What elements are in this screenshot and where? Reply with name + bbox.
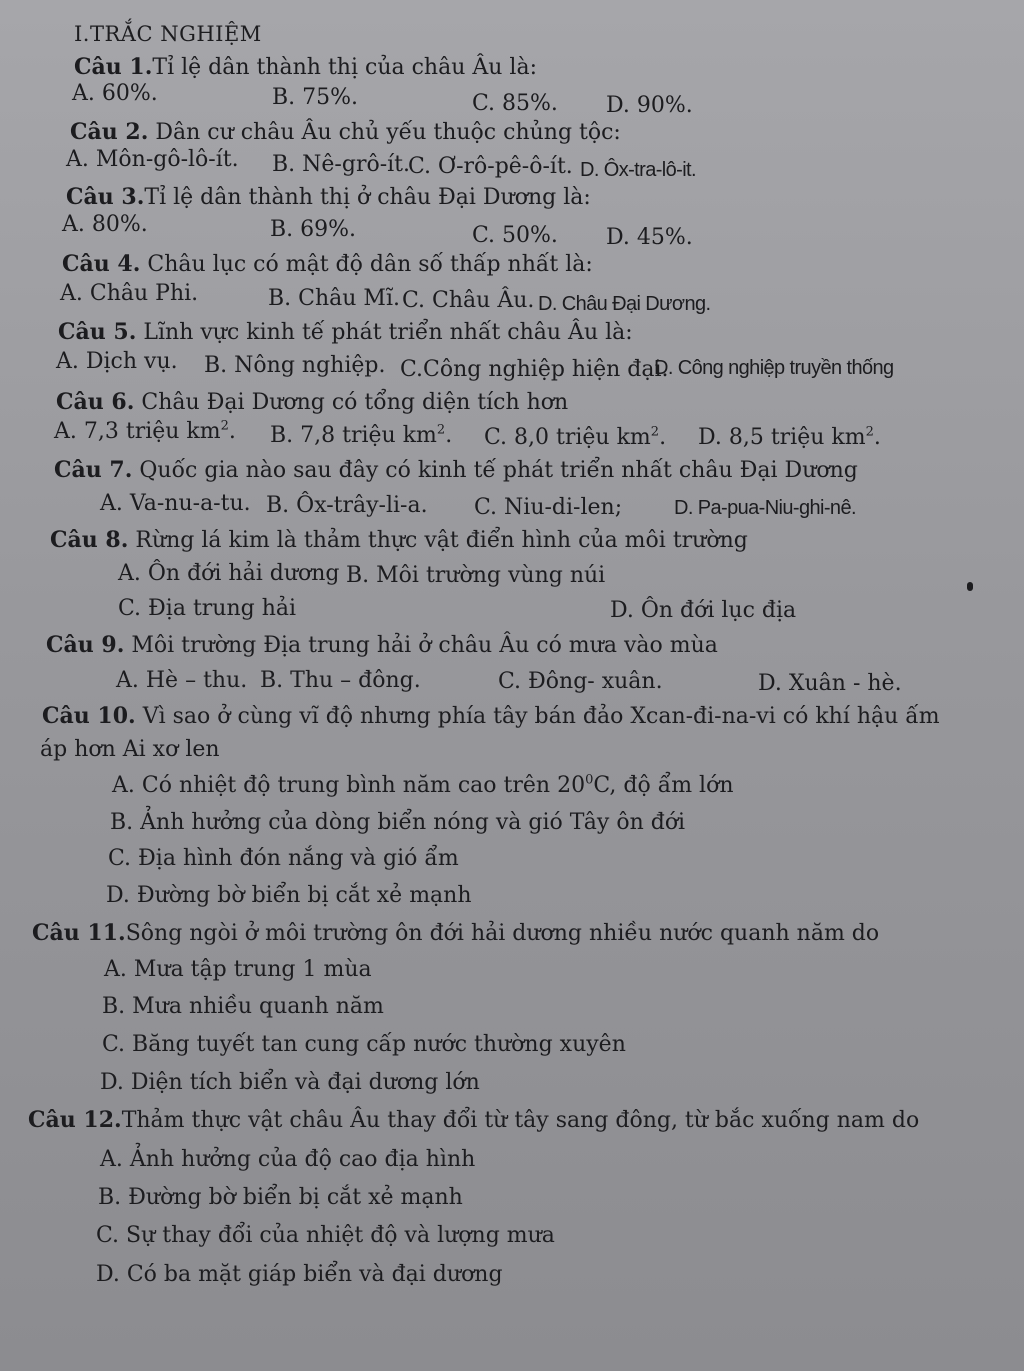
q5-option-b: B. Nông nghiệp.: [204, 353, 386, 378]
q4-option-d: D. Châu Đại Dương.: [538, 293, 711, 315]
q12-option-c: C. Sự thay đổi của nhiệt độ và lượng mưa: [96, 1223, 555, 1248]
q8-option-d: D. Ôn đới lục địa: [610, 598, 797, 623]
question-10-continued: áp hơn Ai xơ len: [40, 737, 220, 762]
q8-option-c: C. Địa trung hải: [118, 596, 297, 621]
question-text: Sông ngòi ở môi trường ôn đới hải dương nhiều nước quanh năm do: [125, 921, 880, 946]
q4-option-b: B. Châu Mĩ.: [268, 286, 400, 311]
q5-option-a: A. Dịch vụ.: [56, 349, 178, 374]
question-number: Câu 12.: [28, 1107, 122, 1133]
q7-option-d: D. Pa-pua-Niu-ghi-nê.: [674, 497, 856, 519]
q11-option-a: A. Mưa tập trung 1 mùa: [104, 957, 372, 982]
q12-option-a: A. Ảnh hưởng của độ cao địa hình: [100, 1147, 476, 1172]
q10-option-b: B. Ảnh hưởng của dòng biển nóng và gió Tây ôn đới: [110, 810, 686, 835]
question-number: Câu 1.: [74, 54, 153, 80]
question-number: Câu 9.: [46, 632, 125, 658]
ink-mark: [967, 582, 973, 591]
question-text: Vì sao ở cùng vĩ độ nhưng phía tây bán đảo Xcan-đi-na-vi có khí hậu ấm: [135, 704, 940, 729]
section-heading: I.TRẮC NGHIỆM: [74, 22, 262, 46]
q10-option-d: D. Đường bờ biển bị cắt xẻ mạnh: [106, 883, 472, 908]
q3-option-d: D. 45%.: [606, 225, 693, 250]
question-number: Câu 5.: [58, 319, 137, 345]
question-number: Câu 11.: [32, 920, 126, 946]
question-text: Quốc gia nào sau đây có kinh tế phát triển nhất châu Đại Dương: [132, 458, 858, 483]
q4-option-a: A. Châu Phi.: [60, 281, 199, 306]
q1-option-a: A. 60%.: [72, 81, 158, 106]
question-text: Tỉ lệ dân thành thị ở châu Đại Dương là:: [144, 185, 591, 210]
question-8: [50, 526, 748, 555]
q5-option-c: C.Công nghiệp hiện đại.: [400, 357, 669, 382]
question-text: Châu lục có mật độ dân số thấp nhất là:: [140, 252, 593, 277]
question-7: [54, 456, 858, 485]
question-number: Câu 8.: [50, 527, 129, 553]
question-10: [42, 702, 940, 731]
q6-option-b: B. 7,8 triệu $km^2$.: [270, 422, 453, 448]
q9-option-a: A. Hè – thu.: [116, 668, 248, 693]
q3-option-a: A. 80%.: [62, 212, 148, 237]
q1-option-b: B. 75%.: [272, 85, 359, 110]
q8-option-b: B. Môi trường vùng núi: [346, 563, 606, 588]
q7-option-c: C. Niu-di-len;: [474, 495, 623, 520]
q11-option-c: C. Băng tuyết tan cung cấp nước thường xuyên: [102, 1032, 626, 1057]
question-number: Câu 10.: [42, 703, 136, 729]
question-1: [74, 53, 537, 82]
q9-option-b: B. Thu – đông.: [260, 668, 421, 693]
question-12: [28, 1106, 919, 1135]
q8-option-a: A. Ôn đới hải dương: [118, 561, 340, 586]
question-number: Câu 7.: [54, 457, 133, 483]
q6-option-a: A. 7,3 triệu $km^2$.: [54, 418, 236, 444]
q12-option-d: D. Có ba mặt giáp biển và đại dương: [96, 1262, 503, 1287]
q2-option-c: C. Ơ-rô-pê-ô-ít.: [408, 154, 573, 179]
q10-option-a: A. Có nhiệt độ trung bình năm cao trên $20^0C$, độ ẩm lớn: [112, 772, 734, 798]
q6-option-d: D. 8,5 triệu $km^2$.: [698, 424, 881, 450]
q2-option-a: A. Môn-gô-lô-ít.: [66, 147, 239, 172]
q12-option-b: B. Đường bờ biển bị cắt xẻ mạnh: [98, 1185, 463, 1210]
question-text: Môi trường Địa trung hải ở châu Âu có mưa vào mùa: [124, 633, 718, 658]
question-6: [56, 388, 568, 417]
question-5: [58, 318, 633, 347]
question-text: Thảm thực vật châu Âu thay đổi từ tây sang đông, từ bắc xuống nam do: [121, 1108, 920, 1133]
q11-option-b: B. Mưa nhiều quanh năm: [102, 994, 384, 1019]
question-11: [32, 919, 879, 948]
question-9: [46, 631, 718, 660]
q2-option-d: D. Ôx-tra-lô-it.: [580, 159, 696, 181]
q7-option-a: A. Va-nu-a-tu.: [100, 491, 251, 516]
q3-option-c: C. 50%.: [472, 223, 558, 248]
q5-option-d: D. Công nghiệp truyền thống: [654, 357, 894, 379]
q11-option-d: D. Diện tích biển và đại dương lớn: [100, 1070, 480, 1095]
q3-option-b: B. 69%.: [270, 217, 357, 242]
q6-option-c: C. 8,0 triệu $km^2$.: [484, 424, 667, 450]
q1-option-c: C. 85%.: [472, 91, 558, 116]
question-4: [62, 250, 593, 279]
q10-option-c: C. Địa hình đón nắng và gió ẩm: [108, 846, 459, 871]
question-number: Câu 2.: [70, 119, 149, 145]
question-number: Câu 6.: [56, 389, 135, 415]
question-number: Câu 3.: [66, 184, 145, 210]
question-text: Lĩnh vực kinh tế phát triển nhất châu Âu là:: [136, 320, 633, 345]
q9-option-c: C. Đông- xuân.: [498, 669, 663, 694]
question-text: Tỉ lệ dân thành thị của châu Âu là:: [152, 55, 537, 80]
q4-option-c: C. Châu Âu.: [402, 288, 535, 313]
question-text: Rừng lá kim là thảm thực vật điển hình của môi trường: [128, 528, 748, 553]
q2-option-b: B. Nê-grô-ít.: [272, 152, 411, 177]
question-number: Câu 4.: [62, 251, 141, 277]
question-text: Châu Đại Dương có tổng diện tích hơn: [134, 390, 569, 415]
question-text: Dân cư châu Âu chủ yếu thuộc chủng tộc:: [148, 120, 621, 145]
question-3: [66, 183, 591, 212]
q9-option-d: D. Xuân - hè.: [758, 671, 902, 696]
question-2: [70, 118, 621, 147]
q7-option-b: B. Ôx-trây-li-a.: [266, 493, 428, 518]
q1-option-d: D. 90%.: [606, 93, 693, 118]
